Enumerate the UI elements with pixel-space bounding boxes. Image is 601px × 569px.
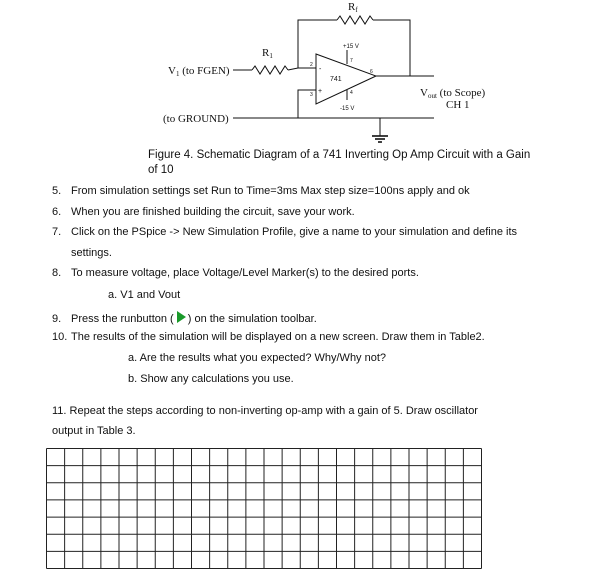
input-wire-to-opamp bbox=[288, 68, 316, 70]
opamp-triangle bbox=[316, 54, 376, 104]
vout-label: Vout (to Scope) bbox=[420, 87, 486, 100]
ground-label: (to GROUND) bbox=[163, 113, 229, 125]
step-10 bbox=[52, 330, 485, 344]
step-5-text: From simulation settings set Run to Time=3ms Max step size=100ns apply and ok bbox=[71, 185, 470, 197]
step-11-line-1: 11. Repeat the steps according to non-inverting op-amp with a gain of 5. Draw oscillator bbox=[52, 405, 478, 417]
step-7 bbox=[52, 225, 517, 239]
pin-6: 6 bbox=[370, 69, 373, 75]
step-8 bbox=[52, 266, 419, 280]
r1-label: R1 bbox=[262, 47, 273, 60]
step-7-continued: settings. bbox=[71, 247, 112, 259]
step-10-text: The results of the simulation will be displayed on a new screen. Draw them in Table2. bbox=[71, 331, 485, 343]
pin-4: 4 bbox=[350, 90, 353, 96]
pos-supply-label: +15 V bbox=[343, 44, 359, 50]
step-9-text-b: ) on the simulation toolbar. bbox=[187, 313, 317, 325]
ch-label: CH 1 bbox=[446, 99, 470, 111]
step-7-number: 7. bbox=[52, 226, 62, 238]
step-6-number: 6. bbox=[52, 206, 62, 218]
step-10a: a. Are the results what you expected? Why/Why not? bbox=[128, 352, 387, 364]
step-8-number: 8. bbox=[52, 267, 62, 279]
step-9-text-a: Press the runbutton ( bbox=[71, 313, 174, 325]
drawing-grid-table bbox=[46, 448, 482, 569]
step-9-number: 9. bbox=[52, 313, 62, 325]
r1-resistor bbox=[252, 66, 288, 74]
circuit-schematic bbox=[0, 0, 601, 150]
step-10-number: 10. bbox=[52, 331, 68, 343]
step-5-number: 5. bbox=[52, 185, 62, 197]
caption-line-1: Figure 4. Schematic Diagram of a 741 Inverting Op Amp Circuit with a Gain bbox=[148, 149, 531, 161]
noninv-wire bbox=[298, 90, 316, 118]
step-6 bbox=[52, 205, 355, 219]
rf-label: Rf bbox=[348, 1, 358, 14]
step-7-text: Click on the PSpice -> New Simulation Profile, give a name to your simulation and define its bbox=[71, 226, 518, 238]
run-button-icon bbox=[175, 310, 187, 324]
figure-caption bbox=[148, 148, 558, 178]
step-6-text: When you are finished building the circuit, save your work. bbox=[71, 206, 355, 218]
step-9 bbox=[52, 310, 317, 326]
noninverting-sign: + bbox=[318, 88, 323, 95]
v1-label: V1 (to FGEN) bbox=[168, 65, 230, 78]
step-5 bbox=[52, 184, 470, 198]
pin-3: 3 bbox=[310, 92, 313, 98]
caption-line-2: of 10 bbox=[148, 164, 174, 176]
step-10b: b. Show any calculations you use. bbox=[128, 373, 294, 385]
step-8-text: To measure voltage, place Voltage/Level Marker(s) to the desired ports. bbox=[71, 267, 419, 279]
pin-7: 7 bbox=[350, 58, 353, 64]
rf-resistor bbox=[337, 16, 373, 24]
step-11-line-2: output in Table 3. bbox=[52, 425, 136, 437]
step-8a: a. V1 and Vout bbox=[108, 289, 181, 301]
neg-supply-label: -15 V bbox=[340, 106, 355, 112]
feedback-wire-right bbox=[373, 20, 410, 76]
opamp-label: 741 bbox=[330, 76, 342, 83]
inverting-sign: - bbox=[319, 66, 322, 73]
pin-2: 2 bbox=[310, 62, 313, 68]
